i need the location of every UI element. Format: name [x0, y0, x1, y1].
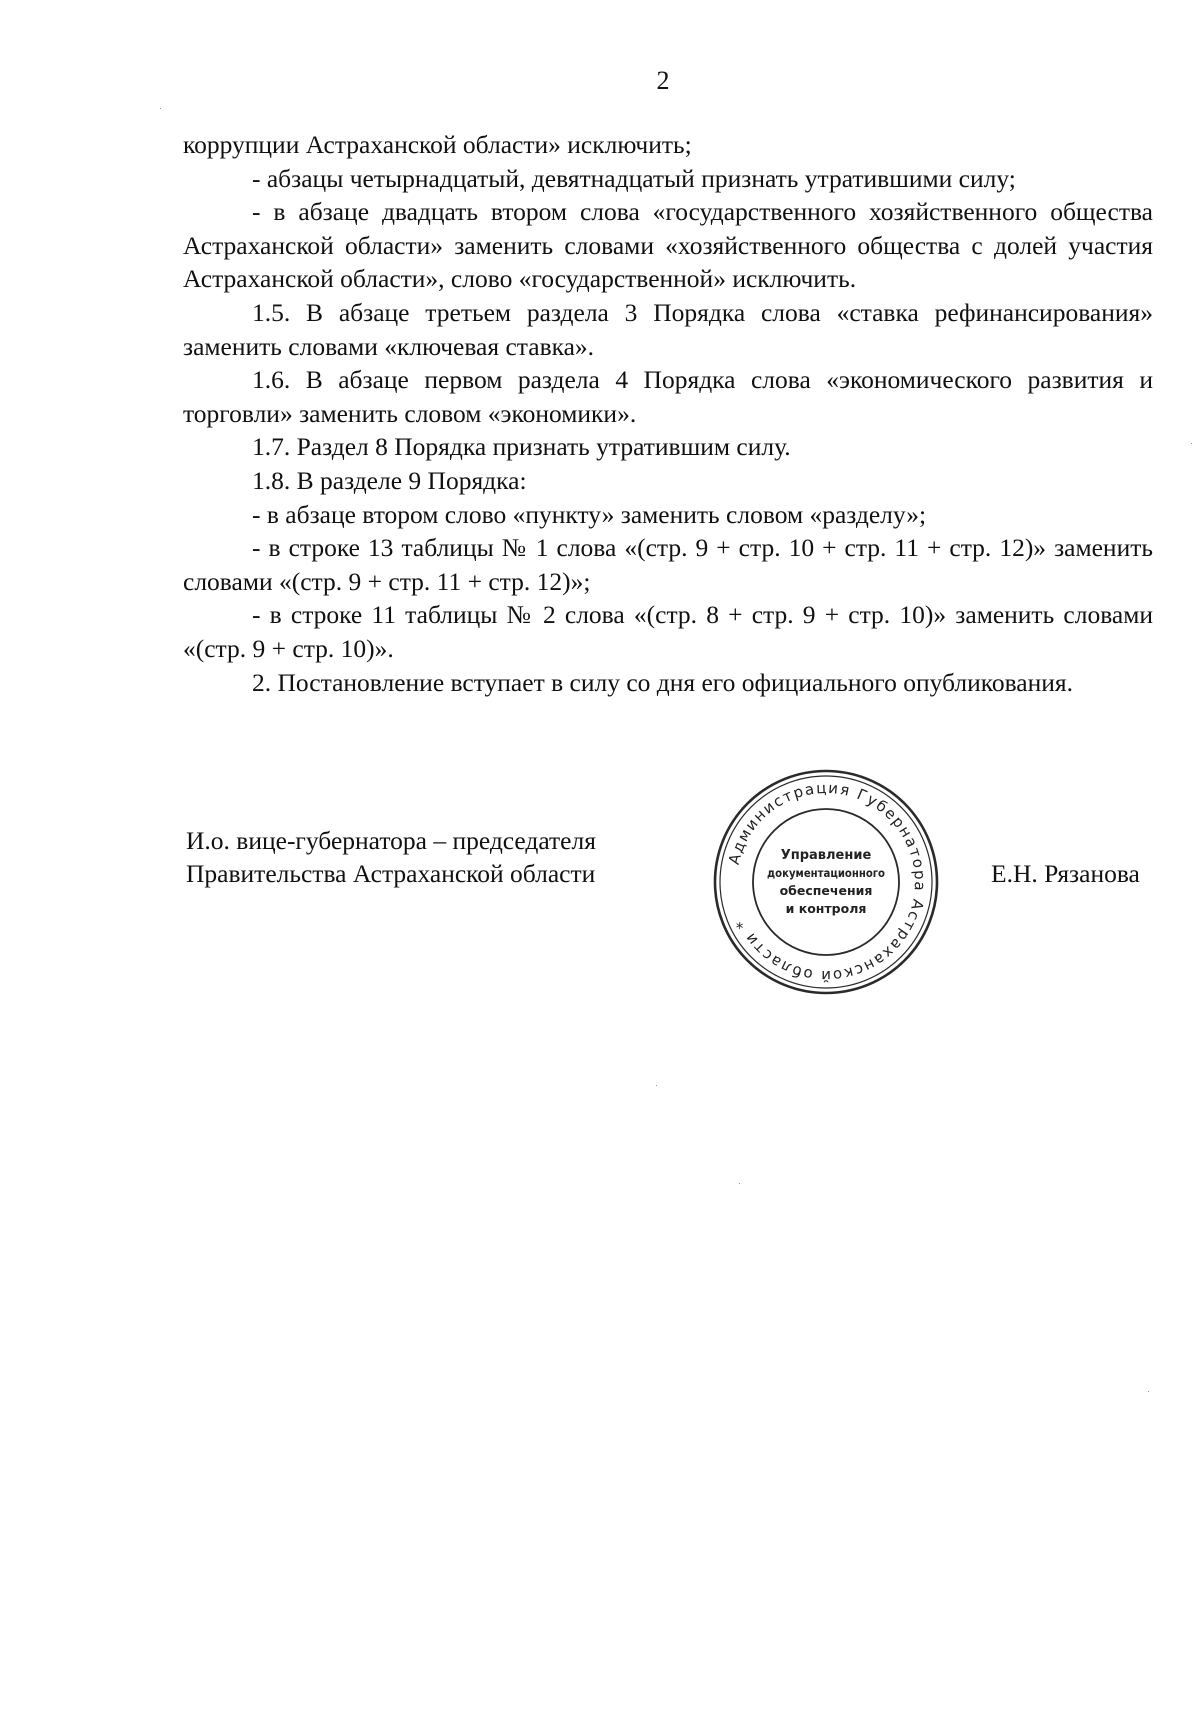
official-seal: [711, 767, 941, 997]
seal-center-line: и контроля: [785, 901, 867, 916]
paragraph-clause-1-5: 1.5. В абзаце третьем раздела 3 Порядка слова «ставка рефинансирования» заменить словами «ключевая ставка».: [183, 297, 1153, 361]
signatory-title-line: И.о. вице-губернатора – председателя: [186, 826, 596, 855]
paragraph-continuation: коррупции Астраханской области» исключить;: [183, 130, 692, 159]
paragraph-item: - в строке 11 таблицы № 2 слова «(стр. 8 + стр. 9 + стр. 10)» заменить словами «(стр. 9 + стр. 10)».: [183, 600, 1153, 663]
signatory-name: Е.Н. Рязанова: [991, 859, 1140, 888]
paragraph-clause-1-8: 1.8. В разделе 9 Порядка:: [252, 465, 527, 495]
paragraph-item: - в абзаце втором слово «пункту» заменить словом «разделу»;: [252, 499, 927, 529]
page-number: 2: [656, 66, 670, 95]
scan-speck: [739, 1183, 740, 1184]
scan-speck: [1148, 1391, 1149, 1392]
scan-speck: [1191, 443, 1192, 444]
scan-speck: [656, 1085, 657, 1086]
paragraph-item: - в строке 13 таблицы № 1 слова «(стр. 9 + стр. 10 + стр. 11 + стр. 12)» заменить словами «(стр. 9 + стр. 11 + стр. 12)»;: [183, 533, 1153, 596]
scan-speck: [160, 108, 161, 109]
signatory-title-line: Правительства Астраханской области: [186, 859, 596, 888]
paragraph-clause-1-7: 1.7. Раздел 8 Порядка признать утратившим силу.: [252, 432, 791, 462]
seal-center-line: Управление: [780, 848, 872, 863]
seal-center-line: документационного: [767, 866, 886, 880]
paragraph-clause-2: 2. Постановление вступает в силу со дня его официального опубликования.: [252, 667, 1073, 697]
paragraph-item: - в абзаце двадцать втором слова «государственного хозяйственного общества Астраханской области» заменить словами «хозяйственного общества с долей участия Астраханской области», слово «государственной» исключить.: [183, 197, 1153, 294]
seal-ring-text: Администрация Губернатора Астраханской области *: [724, 778, 930, 986]
signatory-title: [186, 824, 596, 890]
paragraph-clause-1-6: 1.6. В абзаце первом раздела 4 Порядка слова «экономического развития и торговли» заменить словом «экономики».: [183, 365, 1153, 428]
paragraph-item: - абзацы четырнадцатый, девятнадцатый признать утратившими силу;: [252, 163, 1016, 193]
seal-center-line: обеспечения: [779, 883, 873, 898]
document-body: [183, 128, 1153, 699]
